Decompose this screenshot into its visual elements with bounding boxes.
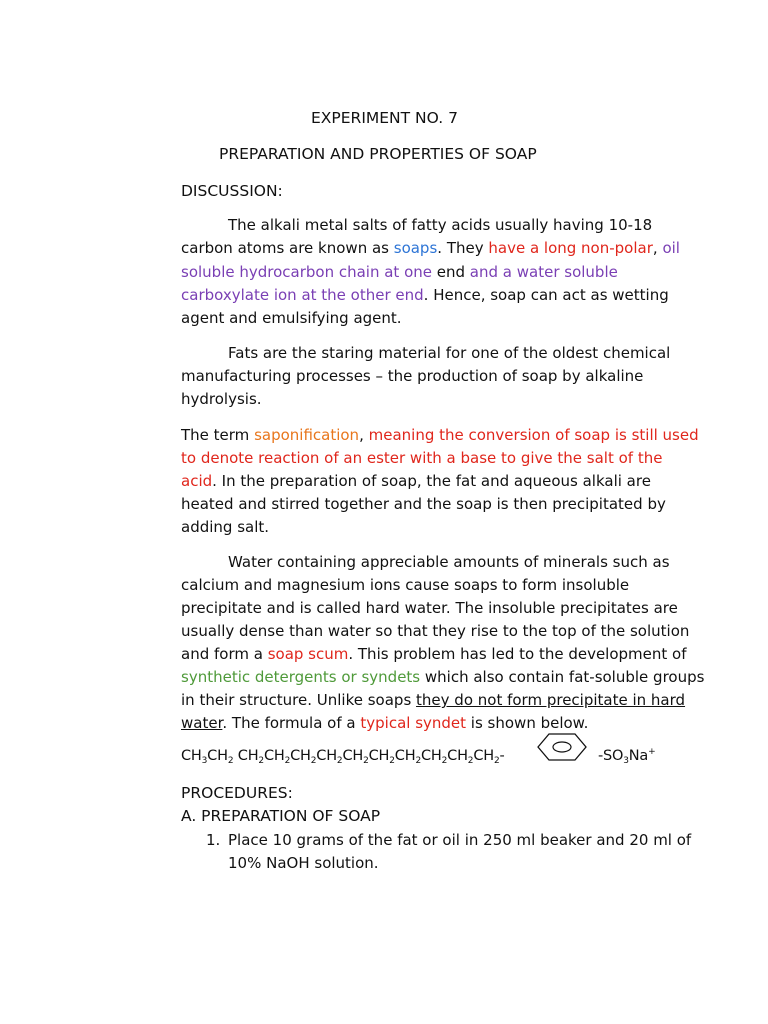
para4-line8 (181, 713, 588, 733)
formula-ch: CH (316, 748, 337, 764)
procedures-heading: PROCEDURES: (181, 784, 293, 802)
text-span: , (652, 239, 663, 257)
formula-sub: 2 (284, 756, 291, 766)
experiment-title: EXPERIMENT NO. 7 (311, 109, 458, 127)
text-span: end (432, 263, 470, 281)
formula-sub: 2 (310, 756, 317, 766)
highlight-typical-syndet: typical syndet (360, 714, 467, 732)
syndet-formula (181, 746, 505, 766)
para4-line4: usually dense than water so that they rise to the top of the solution (181, 622, 690, 640)
step1-line1: Place 10 grams of the fat or oil in 250 ml beaker and 20 ml of (228, 831, 692, 849)
para1-line1: The alkali metal salts of fatty acids usually having 10-18 (228, 216, 653, 234)
para2-line1: Fats are the staring material for one of the oldest chemical (228, 344, 671, 362)
para4-line3: precipitate and is called hard water. The insoluble precipitates are (181, 599, 678, 617)
formula-sub: 2 (363, 756, 369, 766)
formula-ch: CH (368, 748, 390, 764)
text-span: which also contain fat-soluble groups (420, 668, 705, 686)
highlight-water-soluble: and a water soluble (469, 263, 618, 281)
formula-sub: 2 (415, 756, 421, 766)
para1-line2 (181, 238, 680, 258)
text-span: , (359, 426, 369, 444)
para2-line3: hydrolysis. (181, 390, 262, 408)
formula-sub: 2 (258, 756, 264, 766)
formula-sub: 2 (441, 756, 448, 766)
text-span: . This problem has led to the development of (348, 645, 687, 663)
para1-line5: agent and emulsifying agent. (181, 309, 402, 327)
highlight-oil: oil (662, 239, 680, 257)
formula-ch: CH (263, 748, 285, 764)
experiment-subtitle: PREPARATION AND PROPERTIES OF SOAP (219, 145, 537, 163)
formula-dash: - (499, 748, 505, 764)
formula-ch: CH (420, 748, 442, 764)
para4-line1: Water containing appreciable amounts of minerals such as (228, 553, 670, 571)
para1-line4 (181, 285, 669, 305)
highlight-soaps: soaps (393, 239, 438, 257)
highlight-hydrocarbon-chain: soluble hydrocarbon chain at one (181, 263, 432, 281)
highlight-carboxylate: carboxylate ion at the other end (181, 286, 424, 304)
formula-sup: + (648, 747, 656, 757)
highlight-saponification: saponification (254, 426, 360, 444)
para4-line7 (181, 690, 685, 710)
text-span: . They (437, 239, 489, 257)
formula-ch: CH (342, 748, 364, 764)
para4-line5 (181, 644, 687, 664)
formula-sub: 2 (389, 756, 395, 766)
formula-chain (238, 748, 500, 764)
text-span: . In the preparation of soap, the fat and aqueous alkali are (212, 472, 651, 490)
step1-line2: 10% NaOH solution. (228, 854, 379, 872)
formula-ch: CH (237, 748, 259, 764)
para4-line2: calcium and magnesium ions cause soaps to form insoluble (181, 576, 630, 594)
text-span: carbon atoms are known as (181, 239, 394, 257)
formula-so: -SO (598, 748, 624, 764)
sulfonate-group (598, 746, 655, 766)
para3-line3 (181, 471, 651, 491)
formula-sub: 3 (623, 756, 629, 766)
highlight-nonpolar: have a long non-polar (488, 239, 653, 257)
formula-sub: 2 (493, 756, 500, 766)
highlight-syndets: synthetic detergents or syndets (181, 668, 421, 686)
para3-line5: adding salt. (181, 518, 270, 536)
highlight-soap-scum: soap scum (267, 645, 349, 663)
para3-line4: heated and stirred together and the soap is then precipitated by (181, 495, 666, 513)
text-span: The term (181, 426, 255, 444)
formula-sub: 2 (467, 756, 474, 766)
para1-line3 (181, 262, 618, 282)
formula-ch: CH (207, 748, 228, 764)
highlight-acid: acid (181, 472, 213, 490)
formula-na: Na (628, 748, 649, 764)
text-span: is shown below. (466, 714, 589, 732)
highlight-meaning: meaning the conversion of soap is still used (368, 426, 699, 444)
para4-line6 (181, 667, 704, 687)
underlined-water: water (181, 714, 223, 732)
section-a-heading: A. PREPARATION OF SOAP (181, 807, 381, 825)
formula-ch: CH (290, 748, 311, 764)
para3-line1 (181, 425, 699, 445)
step1-number: 1. (206, 831, 221, 849)
para2-line2: manufacturing processes – the production of soap by alkaline (181, 367, 644, 385)
discussion-heading: DISCUSSION: (181, 182, 283, 200)
formula-sub: 2 (227, 756, 234, 766)
text-span: in their structure. Unlike soaps (181, 691, 417, 709)
underlined-text: they do not form precipitate in hard (416, 691, 686, 709)
formula-sub: 3 (201, 756, 208, 766)
text-span: . Hence, soap can act as wetting (423, 286, 669, 304)
formula-sub: 2 (336, 756, 343, 766)
formula-ch: CH (181, 748, 202, 764)
para3-line2: to denote reaction of an ester with a base to give the salt of the (181, 449, 663, 467)
benzene-ring-icon (536, 732, 588, 762)
formula-ch: CH (447, 748, 468, 764)
text-span: . The formula of a (222, 714, 361, 732)
formula-ch: CH (394, 748, 416, 764)
text-span: and form a (181, 645, 268, 663)
formula-ch: CH (473, 748, 494, 764)
